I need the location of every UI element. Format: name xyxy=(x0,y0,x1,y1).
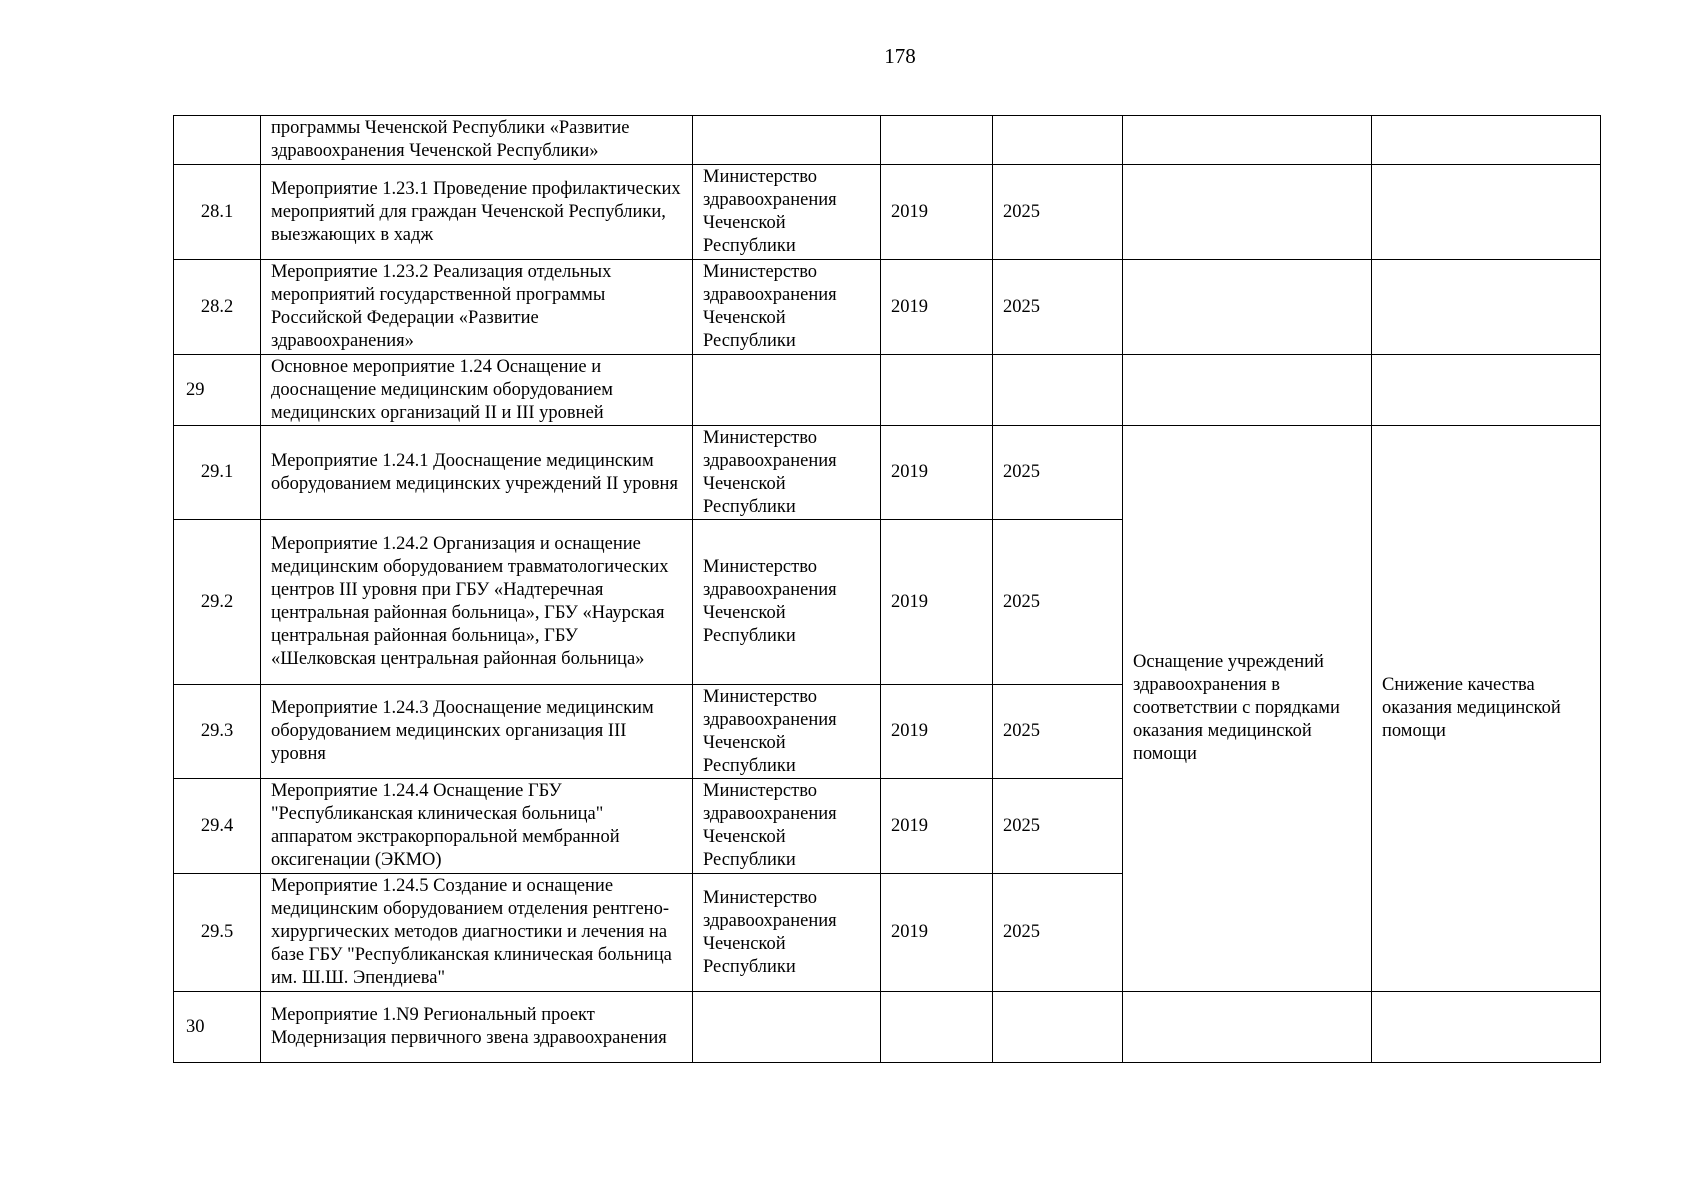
executor xyxy=(693,992,881,1063)
measure-name: Мероприятие 1.24.1 Дооснащение медицинским оборудованием медицинских учреждений II уровня xyxy=(261,426,693,520)
executor: Министерство здравоохранения Чеченской Республики xyxy=(693,520,881,685)
row-number: 30 xyxy=(174,992,261,1063)
measures-table xyxy=(173,115,1601,1063)
measure-name: Мероприятие 1.24.4 Оснащение ГБУ "Республиканская клиническая больница" аппаратом экстракорпоральной мембранной оксигенации (ЭКМО) xyxy=(261,779,693,874)
measure-name: Мероприятие 1.N9 Региональный проект Модернизация первичного звена здравоохранения xyxy=(261,992,693,1063)
consequence xyxy=(1372,426,1601,992)
end-year xyxy=(993,355,1123,426)
expected-result xyxy=(1123,165,1372,260)
expected-result xyxy=(1123,355,1372,426)
consequence xyxy=(1372,116,1601,165)
executor: Министерство здравоохранения Чеченской Республики xyxy=(693,874,881,992)
measure-name: Мероприятие 1.23.1 Проведение профилактических мероприятий для граждан Чеченской Республики, выезжающих в хадж xyxy=(261,165,693,260)
page-number: 178 xyxy=(884,44,916,68)
end-year: 2025 xyxy=(993,685,1123,779)
start-year xyxy=(881,992,993,1063)
start-year xyxy=(881,116,993,165)
consequence xyxy=(1372,260,1601,355)
row-number: 29.5 xyxy=(174,874,261,992)
table-row xyxy=(174,260,1601,355)
expected-result xyxy=(1123,116,1372,165)
end-year: 2025 xyxy=(993,426,1123,520)
expected-result xyxy=(1123,992,1372,1063)
executor: Министерство здравоохранения Чеченской Республики xyxy=(693,779,881,874)
table-row xyxy=(174,165,1601,260)
consequence xyxy=(1372,165,1601,260)
end-year: 2025 xyxy=(993,165,1123,260)
start-year: 2019 xyxy=(881,779,993,874)
end-year xyxy=(993,992,1123,1063)
measure-name: Мероприятие 1.24.5 Создание и оснащение медицинским оборудованием отделения рентгено-хирургических методов диагностики и лечения на базе ГБУ "Республиканская клиническая больница им. Ш.Ш. Эпендиева" xyxy=(261,874,693,992)
expected-result-text: Оснащение учреждений здравоохранения в соответствии с порядками оказания медицинской помощи xyxy=(1133,652,1340,764)
row-number xyxy=(174,116,261,165)
start-year: 2019 xyxy=(881,874,993,992)
expected-result xyxy=(1123,426,1372,992)
consequence xyxy=(1372,355,1601,426)
start-year: 2019 xyxy=(881,426,993,520)
consequence xyxy=(1372,992,1601,1063)
row-number: 29.2 xyxy=(174,520,261,685)
executor: Министерство здравоохранения Чеченской Республики xyxy=(693,260,881,355)
start-year: 2019 xyxy=(881,260,993,355)
table-row xyxy=(174,355,1601,426)
executor xyxy=(693,116,881,165)
measure-name: программы Чеченской Республики «Развитие здравоохранения Чеченской Республики» xyxy=(261,116,693,165)
end-year xyxy=(993,116,1123,165)
measure-name: Мероприятие 1.23.2 Реализация отдельных мероприятий государственной программы Российской Федерации «Развитие здравоохранения» xyxy=(261,260,693,355)
executor xyxy=(693,355,881,426)
expected-result xyxy=(1123,260,1372,355)
start-year: 2019 xyxy=(881,520,993,685)
start-year xyxy=(881,355,993,426)
executor: Министерство здравоохранения Чеченской Республики xyxy=(693,165,881,260)
row-number: 29 xyxy=(174,355,261,426)
executor: Министерство здравоохранения Чеченской Республики xyxy=(693,426,881,520)
executor: Министерство здравоохранения Чеченской Республики xyxy=(693,685,881,779)
start-year: 2019 xyxy=(881,685,993,779)
consequence-text: Снижение качества оказания медицинской помощи xyxy=(1382,675,1561,741)
end-year: 2025 xyxy=(993,874,1123,992)
measure-name: Мероприятие 1.24.2 Организация и оснащение медицинским оборудованием травматологических центров III уровня при ГБУ «Надтеречная центральная районная больница», ГБУ «Наурская центральная районная больница», ГБУ «Шелковская центральная районная больница» xyxy=(261,520,693,685)
row-number: 28.2 xyxy=(174,260,261,355)
row-number: 28.1 xyxy=(174,165,261,260)
start-year: 2019 xyxy=(881,165,993,260)
end-year: 2025 xyxy=(993,260,1123,355)
table-row xyxy=(174,426,1601,520)
measure-name: Основное мероприятие 1.24 Оснащение и дооснащение медицинским оборудованием медицинских организаций II и III уровней xyxy=(261,355,693,426)
row-number: 29.1 xyxy=(174,426,261,520)
row-number: 29.4 xyxy=(174,779,261,874)
table-row xyxy=(174,992,1601,1063)
measure-name: Мероприятие 1.24.3 Дооснащение медицинским оборудованием медицинских организация III уровня xyxy=(261,685,693,779)
table-row xyxy=(174,116,1601,165)
row-number: 29.3 xyxy=(174,685,261,779)
end-year: 2025 xyxy=(993,779,1123,874)
end-year: 2025 xyxy=(993,520,1123,685)
